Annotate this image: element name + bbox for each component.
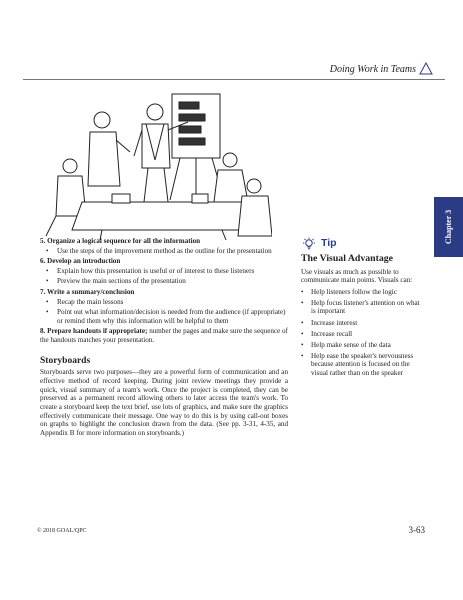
step-6-list bbox=[40, 267, 288, 286]
list-item: • Explain how this presentation is useful or of interest to these listeners bbox=[54, 267, 288, 276]
list-item: • Point out what information/decision is needed from the audience (if appropriate) or remind them why this information will be helpful to them bbox=[54, 308, 288, 325]
footer-copyright: © 2018 GOAL/QPC bbox=[37, 528, 87, 534]
step-7-number: 7. bbox=[40, 287, 46, 296]
step-5-title bbox=[40, 237, 288, 246]
tip-label: Tip bbox=[321, 236, 337, 249]
lightbulb-icon bbox=[301, 237, 317, 250]
step-6-title bbox=[40, 257, 288, 266]
step-7-text: Write a summary/conclusion bbox=[46, 287, 135, 296]
step-8-number: 8. bbox=[40, 327, 46, 336]
tip-intro: Use visuals as much as possible to communicate main points. Visuals can: bbox=[301, 267, 413, 285]
step-7-list bbox=[40, 298, 288, 326]
chapter-label: Chapter 3 bbox=[444, 209, 453, 245]
triangle-icon bbox=[419, 62, 433, 75]
list-item: • Help listeners follow the logic bbox=[309, 288, 425, 297]
storyboards-heading: Storyboards bbox=[40, 355, 91, 366]
list-item: • Increase recall bbox=[309, 330, 425, 339]
list-item: • Increase interest bbox=[309, 319, 425, 328]
steps-column bbox=[40, 236, 288, 438]
list-item: • Recap the main lessons bbox=[54, 298, 288, 307]
header-title: Doing Work in Teams bbox=[329, 64, 416, 75]
step-6-text: Develop an introduction bbox=[47, 257, 121, 266]
step-8 bbox=[40, 327, 288, 344]
step-6-number: 6. bbox=[40, 257, 46, 266]
tip-sidebar bbox=[301, 236, 425, 380]
header-rule bbox=[23, 79, 445, 80]
step-5-number: 5. bbox=[40, 237, 46, 245]
step-5-text: Organize a logical sequence for all the information bbox=[47, 237, 201, 245]
step-8-title: Prepare handouts if appropriate; bbox=[47, 327, 148, 336]
storyboards-text: Storyboards serve two purposes—they are a powerful form of communication and an effective method of record keeping. During joint review meetings they provide a quick, visual summary of a team's work. Once the project is completed, they can be preserved as a permanent record allowing others to later access the team's work. To create a storyboard keep the text brief, use lots of graphics, and make sure the graphics effectively communicate their message. One way to do this is by using call-out boxes on graphs to highlight the conclusion drawn from the data. (See pp. 3-31, 4-35, and Appendix B for more information on storyboards.) bbox=[40, 368, 288, 438]
tip-heading: The Visual Advantage bbox=[301, 253, 394, 264]
page-number: 3-63 bbox=[408, 525, 425, 535]
tip-label-row bbox=[301, 236, 425, 250]
step-7-title bbox=[40, 288, 288, 297]
list-item: • Help make sense of the data bbox=[309, 341, 425, 350]
step-5-list bbox=[40, 247, 288, 256]
step-8-text: number the pages and make sure the sequence of the handouts matches your presentation. bbox=[40, 327, 288, 344]
list-item: • Preview the main sections of the presentation bbox=[54, 277, 288, 286]
list-item: • Help ease the speaker's nervousness because attention is focused on the visual rather than on the speaker bbox=[309, 352, 425, 378]
team-presentation-illustration bbox=[42, 90, 272, 240]
tip-list bbox=[301, 288, 425, 378]
chapter-tab bbox=[434, 197, 463, 257]
list-item: • Use the steps of the improvement method as the outline for the presentation bbox=[54, 247, 288, 256]
page-header bbox=[0, 62, 463, 82]
list-item: • Help focus listener's attention on what is important bbox=[309, 299, 425, 316]
